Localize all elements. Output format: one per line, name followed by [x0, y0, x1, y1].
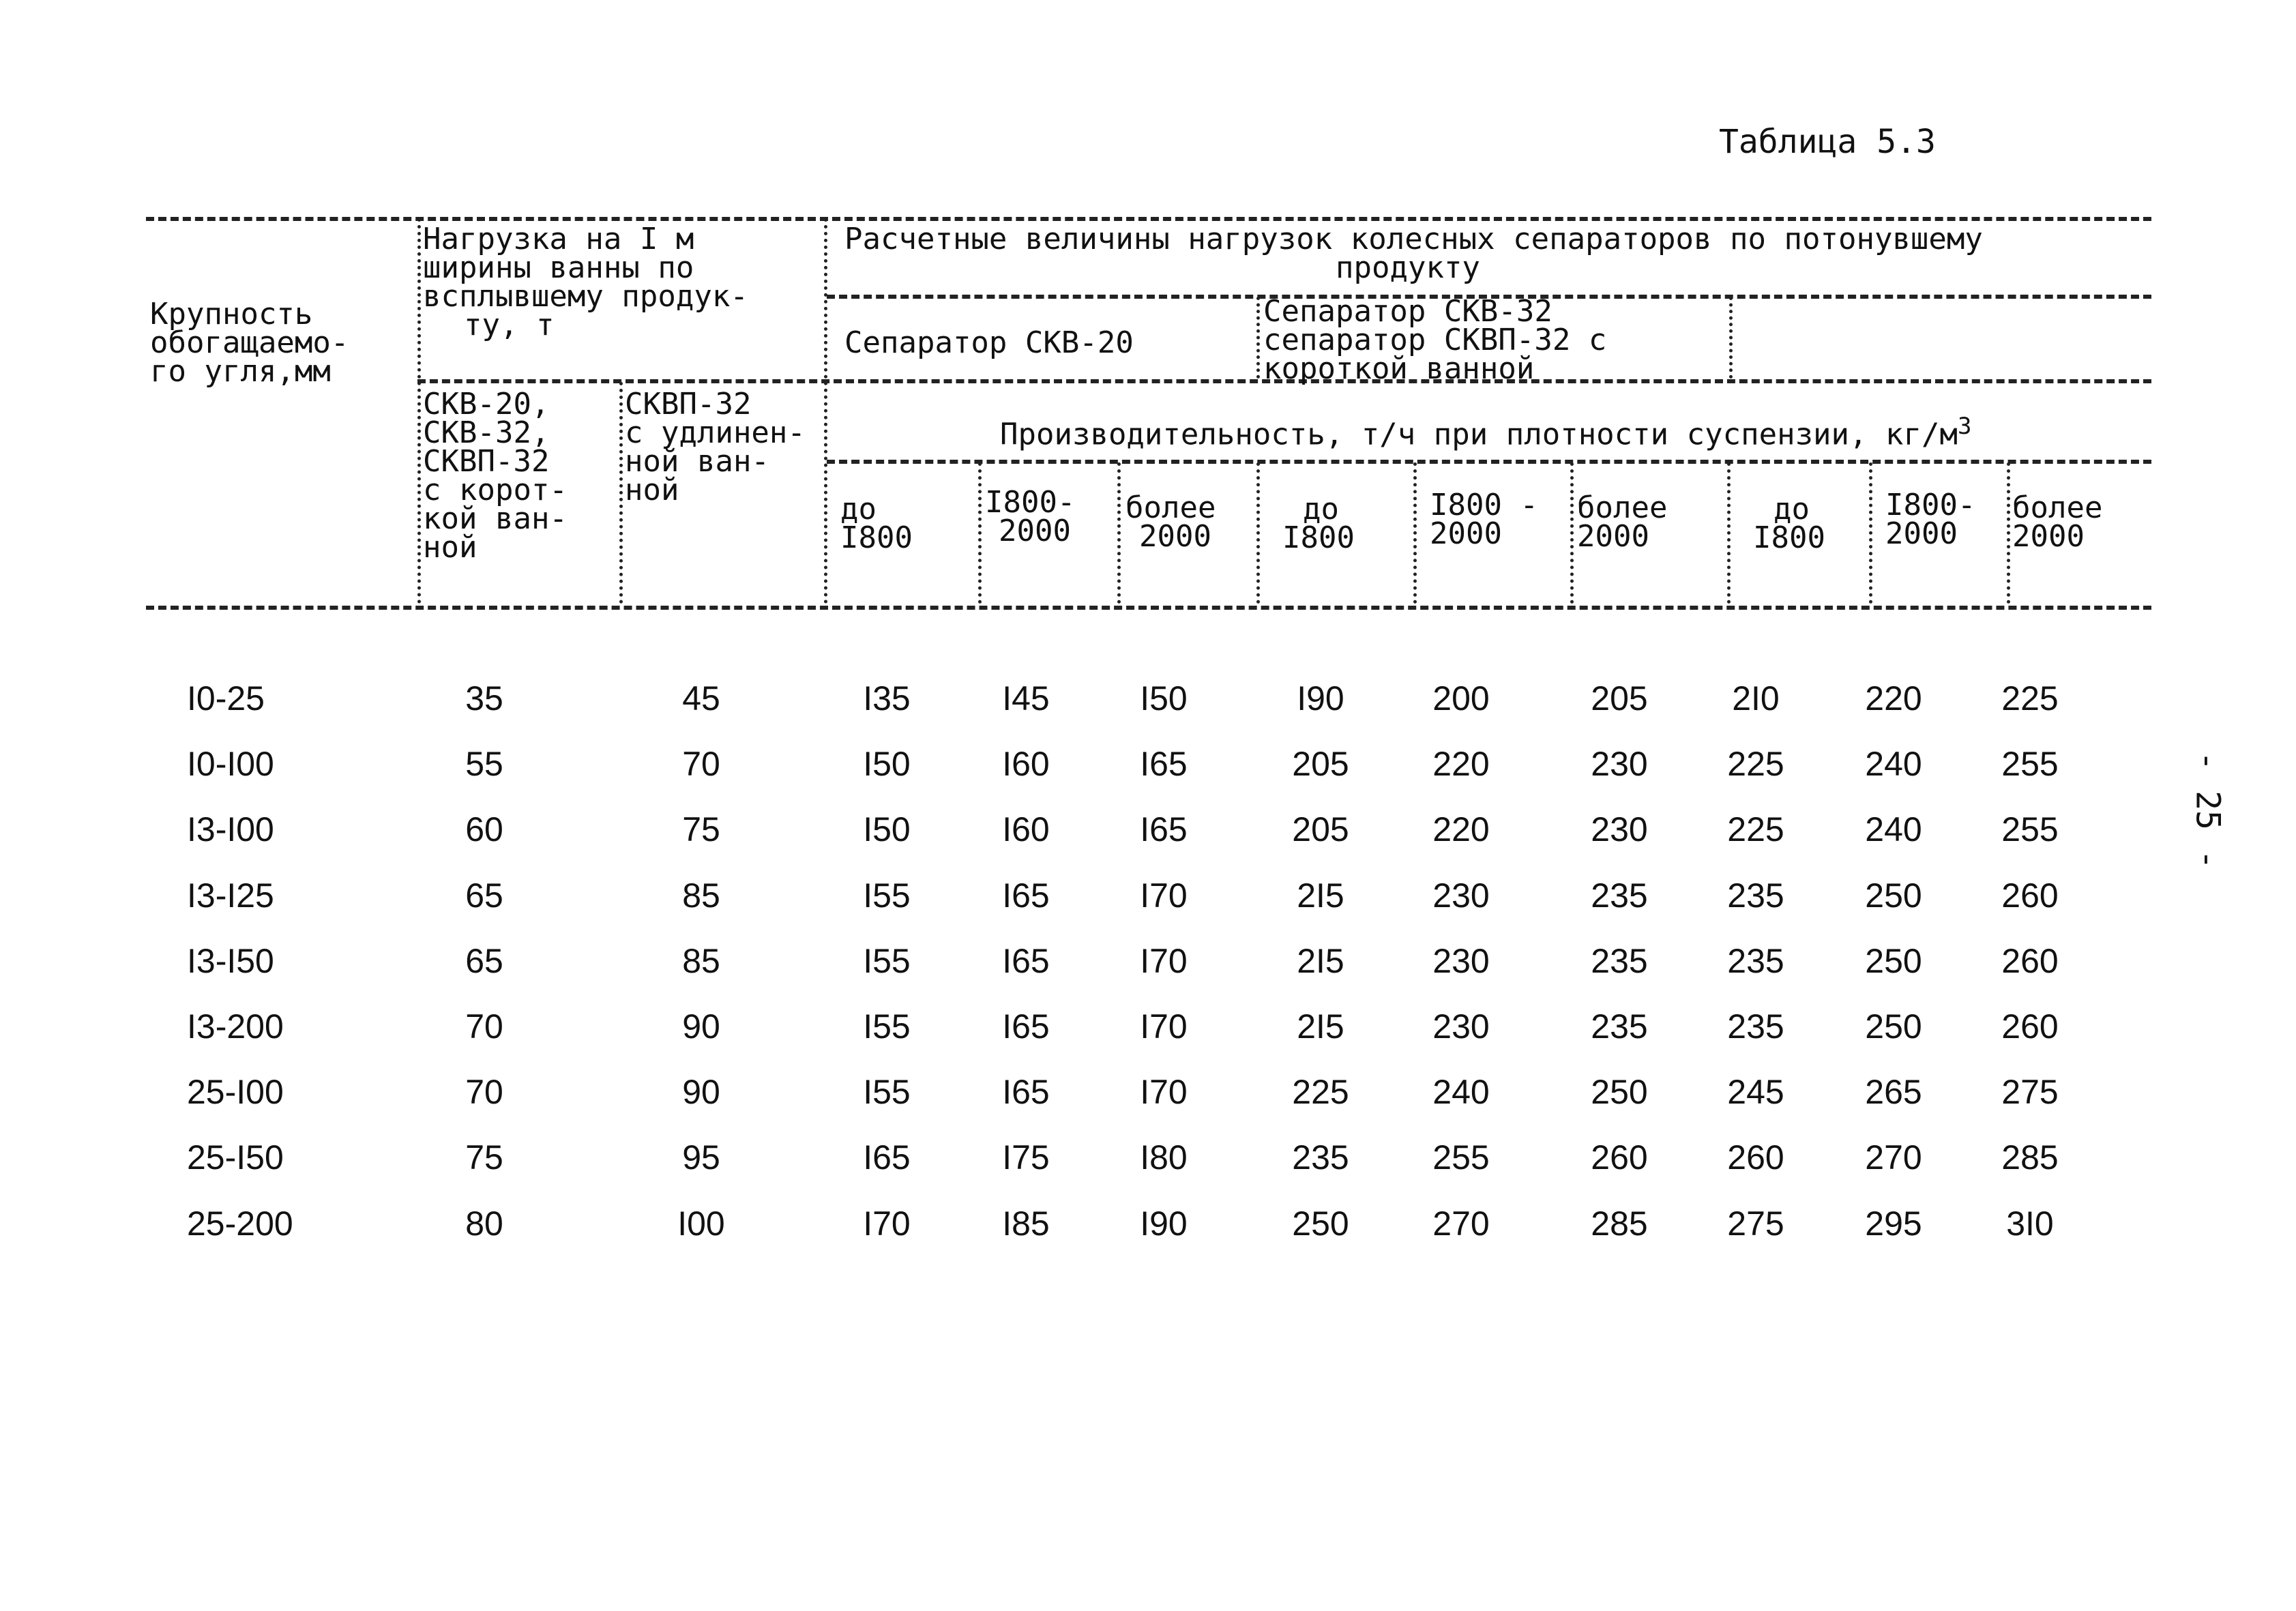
table-cell: 255	[1432, 1138, 1490, 1177]
density-header-8: I800- 2000	[1885, 488, 1976, 551]
table-cell: 205	[1292, 810, 1349, 848]
table-cell: 230	[1432, 1007, 1490, 1046]
table-cell: 260	[1591, 1138, 1648, 1177]
row-size-label: I3-200	[187, 1007, 284, 1046]
table-cell: 70	[465, 1073, 503, 1111]
table-cell: I75	[1002, 1138, 1050, 1177]
table-cell: I45	[1002, 679, 1050, 718]
table-cell: 230	[1591, 745, 1648, 783]
table-cell: 240	[1432, 1073, 1490, 1111]
table-cell: I80	[1140, 1138, 1188, 1177]
row-size-label: I3-I50	[187, 942, 274, 980]
table-cell: I00	[677, 1204, 725, 1243]
table-cell: 235	[1727, 1007, 1784, 1046]
table-cell: 220	[1432, 810, 1490, 848]
table-cell: 240	[1865, 810, 1922, 848]
density-header-4: до I800	[1282, 492, 1355, 555]
table-cell: I50	[863, 810, 911, 848]
table-cell: 55	[465, 745, 503, 783]
table-cell: 275	[2001, 1073, 2059, 1111]
table-cell: 250	[1292, 1204, 1349, 1243]
page-number: - 25 -	[2188, 751, 2227, 870]
table-cell: I50	[1140, 679, 1188, 718]
table-cell: 90	[682, 1007, 720, 1046]
table-cell: 230	[1591, 810, 1648, 848]
table-cell: 255	[2001, 810, 2059, 848]
table-cell: 260	[2001, 876, 2059, 915]
table-cell: I65	[1002, 1073, 1050, 1111]
table-cell: I70	[1140, 876, 1188, 915]
table-cell: 225	[1292, 1073, 1349, 1111]
density-header-2: I800- 2000	[985, 485, 1076, 548]
calc-title-header: Расчетные величины нагрузок колесных сепараторов по потонувшему продукту	[844, 222, 1983, 285]
row-size-label: 25-I00	[187, 1073, 284, 1111]
col-divider-2	[619, 382, 623, 604]
col-divider-1	[417, 218, 421, 604]
table-cell: I35	[863, 679, 911, 718]
table-cell: I60	[1002, 810, 1050, 848]
row-size-label: I0-I00	[187, 745, 274, 783]
table-cell: I85	[1002, 1204, 1050, 1243]
table-cell: 45	[682, 679, 720, 718]
table-cell: 65	[465, 876, 503, 915]
table-cell: 2I5	[1297, 942, 1344, 980]
table-cell: 220	[1432, 745, 1490, 783]
load-col-header: Нагрузка на I м ширины ванны по всплывшему продук- ту, т	[423, 222, 748, 342]
table-cell: 75	[682, 810, 720, 848]
col-divider-5	[1729, 297, 1733, 379]
table-cell: 275	[1727, 1204, 1784, 1243]
col-divider-13	[2007, 462, 2010, 604]
col-divider-7	[1117, 462, 1121, 604]
table-cell: 235	[1727, 942, 1784, 980]
table-cell: 225	[1727, 810, 1784, 848]
table-cell: 205	[1292, 745, 1349, 783]
load-sub2-header: СКВП-32 с удлинен- ной ван- ной	[625, 387, 806, 507]
table-cell: I60	[1002, 745, 1050, 783]
table-cell: I65	[1002, 942, 1050, 980]
density-rule	[827, 460, 2151, 464]
col-divider-6	[978, 462, 982, 604]
table-top-rule	[146, 217, 2151, 221]
table-cell: 70	[682, 745, 720, 783]
row-size-label: I3-I00	[187, 810, 274, 848]
table-cell: I70	[1140, 1073, 1188, 1111]
col-divider-9	[1413, 462, 1417, 604]
density-header-6: более 2000	[1577, 490, 1668, 554]
table-cell: 225	[1727, 745, 1784, 783]
table-cell: I55	[863, 1073, 911, 1111]
table-cell: I70	[1140, 942, 1188, 980]
density-header-3: более 2000	[1125, 490, 1216, 554]
density-header-9: более 2000	[2012, 490, 2103, 554]
table-cell: I70	[863, 1204, 911, 1243]
density-header-5: I800 - 2000	[1430, 488, 1538, 551]
table-cell: I50	[863, 745, 911, 783]
table-cell: 270	[1432, 1204, 1490, 1243]
table-cell: 240	[1865, 745, 1922, 783]
table-cell: 220	[1865, 679, 1922, 718]
density-header-1: до I800	[840, 492, 913, 555]
table-cell: 255	[2001, 745, 2059, 783]
separator-skv20-header: Сепаратор СКВ-20	[844, 325, 1134, 360]
table-cell: 85	[682, 876, 720, 915]
separator-skv32-header: Сепаратор СКВ-32 сепаратор СКВП-32 с короткой ванной	[1263, 294, 1607, 386]
header-bottom-rule	[146, 606, 2151, 610]
table-cell: 235	[1591, 1007, 1648, 1046]
table-cell: 95	[682, 1138, 720, 1177]
table-cell: 260	[2001, 1007, 2059, 1046]
row-size-label: 25-200	[187, 1204, 293, 1243]
table-cell: 2I5	[1297, 876, 1344, 915]
table-cell: 80	[465, 1204, 503, 1243]
table-cell: 245	[1727, 1073, 1784, 1111]
table-cell: 65	[465, 942, 503, 980]
table-cell: I65	[1002, 1007, 1050, 1046]
table-cell: 2I5	[1297, 1007, 1344, 1046]
table-cell: I65	[1140, 745, 1188, 783]
col-divider-12	[1869, 462, 1872, 604]
col-divider-3	[824, 218, 827, 604]
load-sub1-header: СКВ-20, СКВ-32, СКВП-32 с корот- кой ван- ной	[423, 387, 568, 565]
table-cell: 295	[1865, 1204, 1922, 1243]
table-cell: 70	[465, 1007, 503, 1046]
table-cell: 235	[1591, 942, 1648, 980]
table-cell: 85	[682, 942, 720, 980]
col-divider-10	[1570, 462, 1574, 604]
table-cell: 75	[465, 1138, 503, 1177]
table-cell: 250	[1865, 876, 1922, 915]
table-cell: I55	[863, 876, 911, 915]
table-cell: 225	[2001, 679, 2059, 718]
table-cell: I65	[863, 1138, 911, 1177]
size-col-header: Крупность обогащаемо- го угля,мм	[150, 297, 349, 389]
table-cell: 285	[1591, 1204, 1648, 1243]
table-cell: I90	[1297, 679, 1344, 718]
table-cell: 235	[1591, 876, 1648, 915]
table-cell: 260	[2001, 942, 2059, 980]
table-cell: I90	[1140, 1204, 1188, 1243]
table-cell: 250	[1591, 1073, 1648, 1111]
col-divider-4	[1256, 297, 1260, 379]
table-cell: 230	[1432, 942, 1490, 980]
col-divider-8	[1256, 462, 1260, 604]
table-cell: 205	[1591, 679, 1648, 718]
table-cell: I65	[1140, 810, 1188, 848]
table-cell: 270	[1865, 1138, 1922, 1177]
table-cell: 250	[1865, 1007, 1922, 1046]
row-size-label: I0-25	[187, 679, 265, 718]
table-cell: 265	[1865, 1073, 1922, 1111]
table-cell: I55	[863, 1007, 911, 1046]
row-size-label: I3-I25	[187, 876, 274, 915]
table-cell: 3I0	[2006, 1204, 2054, 1243]
table-cell: 230	[1432, 876, 1490, 915]
density-header-7: до I800	[1753, 492, 1825, 555]
table-cell: 235	[1292, 1138, 1349, 1177]
table-cell: 200	[1432, 679, 1490, 718]
table-cell: 60	[465, 810, 503, 848]
col-divider-11	[1727, 462, 1731, 604]
table-cell: 235	[1727, 876, 1784, 915]
table-cell: I55	[863, 942, 911, 980]
table-cell: I65	[1002, 876, 1050, 915]
table-cell: 285	[2001, 1138, 2059, 1177]
table-cell: 2I0	[1732, 679, 1780, 718]
table-cell: 260	[1727, 1138, 1784, 1177]
row-size-label: 25-I50	[187, 1138, 284, 1177]
table-cell: 90	[682, 1073, 720, 1111]
table-cell: 35	[465, 679, 503, 718]
productivity-header: Производительность, т/ч при плотности суспензии, $кг/м^3$	[1000, 413, 1972, 452]
table-caption: Таблица 5.3	[1719, 123, 1936, 161]
table-cell: 250	[1865, 942, 1922, 980]
table-cell: I70	[1140, 1007, 1188, 1046]
